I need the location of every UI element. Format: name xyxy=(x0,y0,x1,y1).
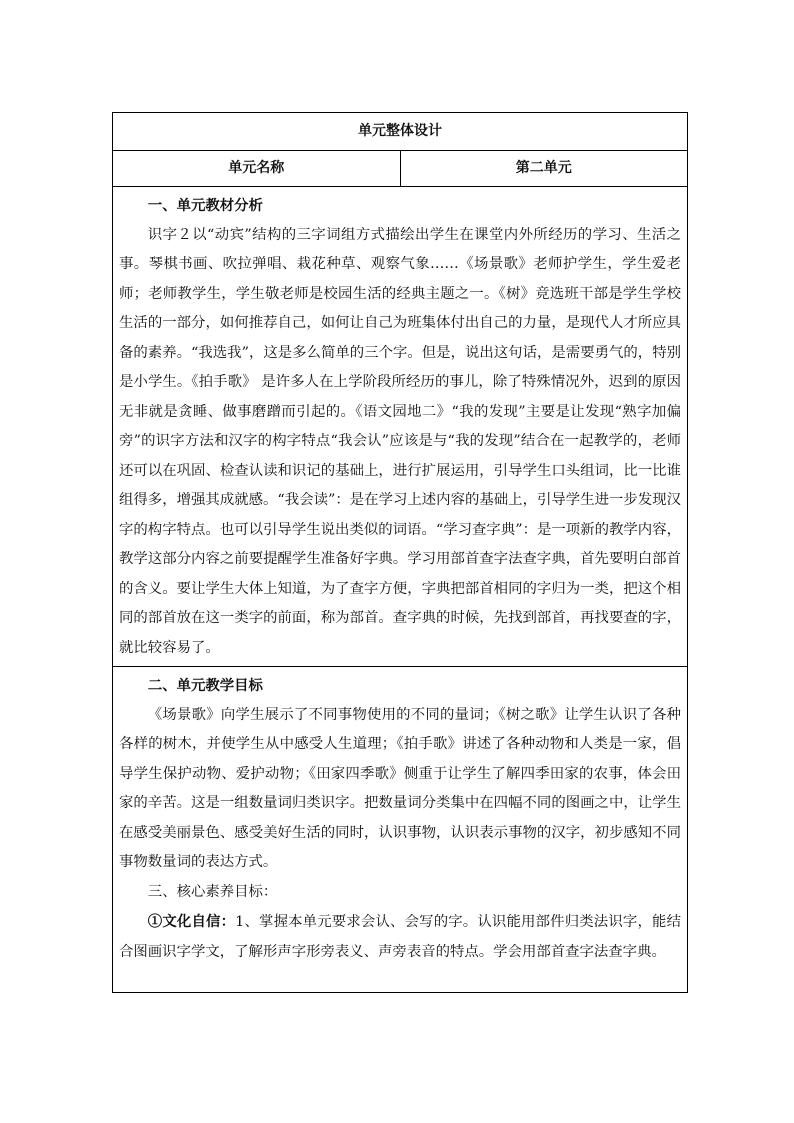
goals-paragraph: 《场景歌》向学生展示了不同事物使用的不同的量词；《树之歌》让学生认识了各种各样的树木，并使学生从中感受人生道理；《拍手歌》讲述了各种动物和人类是一家，倡导学生保护动物、爱护动物；《田家四季歌》侧重于让学生了解四季田家的农事，体会田家的辛苦。这是一组数量词归类识字。把数量词分类集中在四幅不同的图画之中，让学生在感受美丽景色、感受美好生活的同时，认识事物，认识表示事物的汉字，初步感知不同事物数量词的表达方式。 xyxy=(119,706,681,870)
teaching-goals-cell xyxy=(113,667,688,993)
unit-name-value: 第二单元 xyxy=(400,151,688,187)
section-heading-core-literacy: 三、核心素养目标： xyxy=(147,883,278,900)
section-heading-analysis: 一、单元教材分析 xyxy=(147,197,263,214)
section-heading-goals: 二、单元教学目标 xyxy=(147,677,263,694)
core-literacy-item-text: 1、掌握本单元要求会认、会写的字。认识能用部件归类法识字，能结合图画识字学文，了解形声字形旁表义、声旁表音的特点。学会用部首查字法查字典。 xyxy=(119,914,681,960)
table-title: 单元整体设计 xyxy=(113,113,688,151)
core-literacy-item xyxy=(119,907,681,967)
core-literacy-item-label: ①文化自信： xyxy=(147,913,236,930)
unit-name-label: 单元名称 xyxy=(113,151,401,187)
unit-design-table xyxy=(112,112,688,993)
analysis-paragraph: 识字２以“动宾”结构的三字词组方式描绘出学生在课堂内外所经历的学习、生活之事。琴棋书画、吹拉弹唱、栽花种草、观察气象……《场景歌》老师护学生，学生爱老师；老师教学生，学生敬老师是校园生活的经典主题之一。《树》竞选班干部是学生学校生活的一部分，如何推荐自己，如何让自己为班集体付出自己的力量，是现代人才所应具备的素养。“我选我”，这是多么简单的三个字。但是，说出这句话，是需要勇气的，特别是小学生。《拍手歌》 是许多人在上学阶段所经历的事儿，除了特殊情况外，迟到的原因无非就是贪睡、做事磨蹭而引起的。《语文园地二》“我的发现”主要是让发现“熟字加偏旁”的识字方法和汉字的构字特点“我会认”应该是与“我的发现”结合在一起教学的，老师还可以在巩固、检查认读和识记的基础上，进行扩展运用，引导学生口头组词，比一比谁组得多，增强其成就感。“我会读”：是在学习上述内容的基础上，引导学生进一步发现汉字的构字特点。也可以引导学生说出类似的词语。“学习查字典”：是一项新的教学内容，教学这部分内容之前要提醒学生准备好字典。学习用部首查字法查字典，首先要明白部首的含义。要让学生大体上知道，为了查字方便，字典把部首相同的字归为一类，把这个相同的部首放在这一类字的前面，称为部首。查字典的时候，先找到部首，再找要查的字，就比较容易了。 xyxy=(119,226,681,656)
textbook-analysis-cell xyxy=(113,187,688,667)
